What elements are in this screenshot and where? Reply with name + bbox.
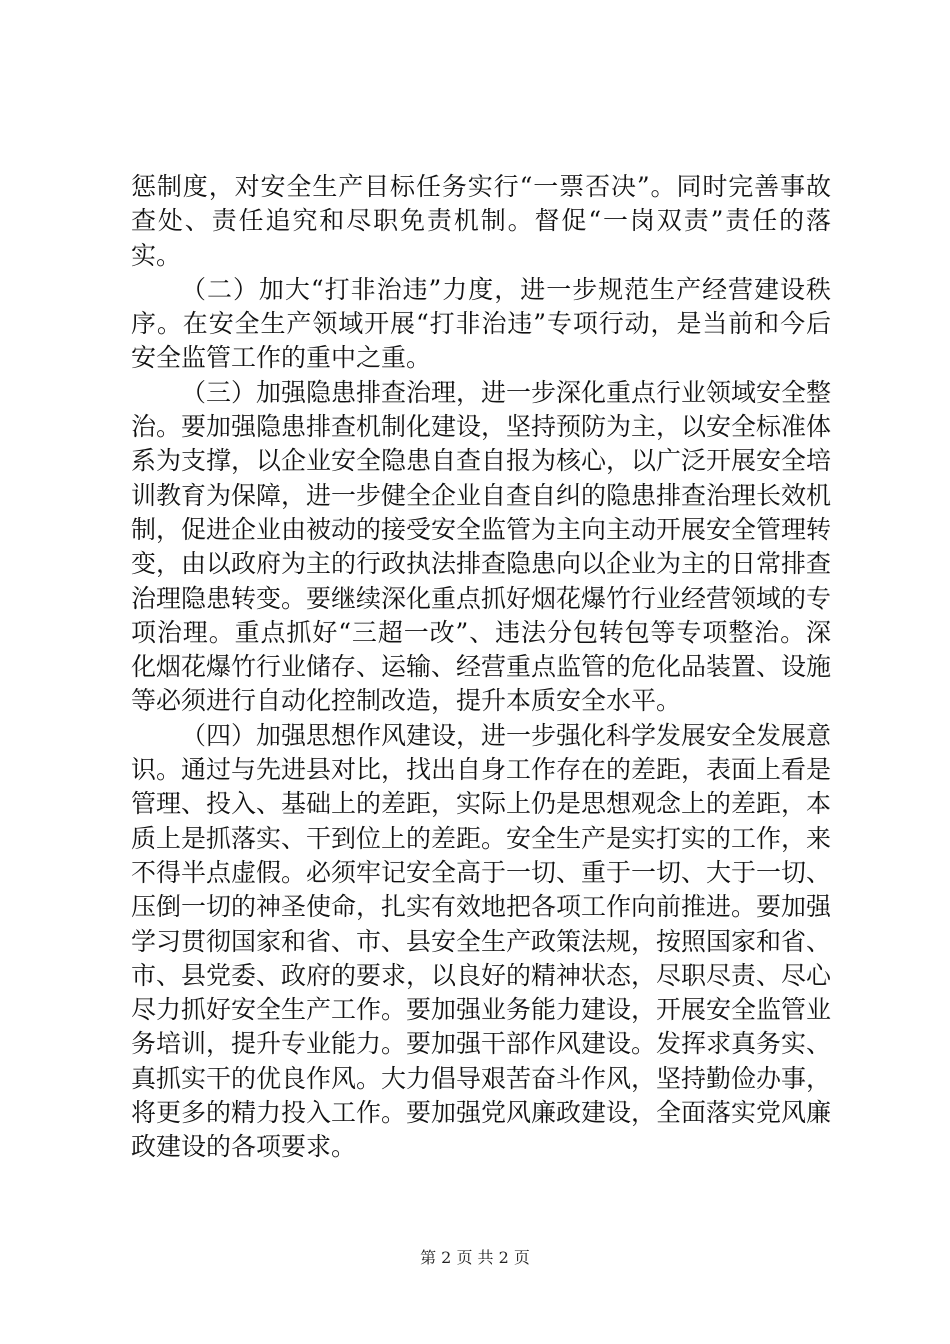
paragraph-section-3: （三）加强隐患排查治理，进一步深化重点行业领域安全整治。要加强隐患排查机制化建设，坚持预防为主，以安全标准体系为支撑，以企业安全隐患自查自报为核心，以广泛开展安全培训教育为保障，进一步健全企业自查自纠的隐患排查治理长效机制，促进企业由被动的接受安全监管为主向主动开展安全管理转变，由以政府为主的行政执法排查隐患向以企业为主的日常排查治理隐患转变。要继续深化重点抓好烟花爆竹行业经营领域的专项治理。重点抓好“三超一改”、违法分包转包等专项整治。深化烟花爆竹行业储存、运输、经营重点监管的危化品装置、设施等必须进行自动化控制改造，提升本质安全水平。 <box>131 377 832 716</box>
paragraph-section-4: （四）加强思想作风建设，进一步强化科学发展安全发展意识。通过与先进县对比，找出自身工作存在的差距，表面上看是管理、投入、基础上的差距，实际上仍是思想观念上的差距，本质上是抓落实、干到位上的差距。安全生产是实打实的工作，来不得半点虚假。必须牢记安全高于一切、重于一切、大于一切、压倒一切的神圣使命，扎实有效地把各项工作向前推进。要加强学习贯彻国家和省、市、县安全生产政策法规，按照国家和省、市、县党委、政府的要求，以良好的精神状态，尽职尽责、尽心尽力抓好安全生产工作。要加强业务能力建设，开展安全监管业务培训，提升专业能力。要加强干部作风建设。发挥求真务实、真抓实干的优良作风。大力倡导艰苦奋斗作风，坚持勤俭办事，将更多的精力投入工作。要加强党风廉政建设，全面落实党风廉政建设的各项要求。 <box>131 720 832 1162</box>
paragraph-section-2: （二）加大“打非治违”力度，进一步规范生产经营建设秩序。在安全生产领域开展“打非治违”专项行动，是当前和今后安全监管工作的重中之重。 <box>131 274 831 373</box>
document-body <box>131 170 831 1165</box>
page-footer: 第 2 页 共 2 页 <box>420 1248 530 1267</box>
paragraph-continuation: 惩制度，对安全生产目标任务实行“一票否决”。同时完善事故查处、责任追究和尽职免责机制。督促“一岗双责”责任的落实。 <box>131 172 831 270</box>
